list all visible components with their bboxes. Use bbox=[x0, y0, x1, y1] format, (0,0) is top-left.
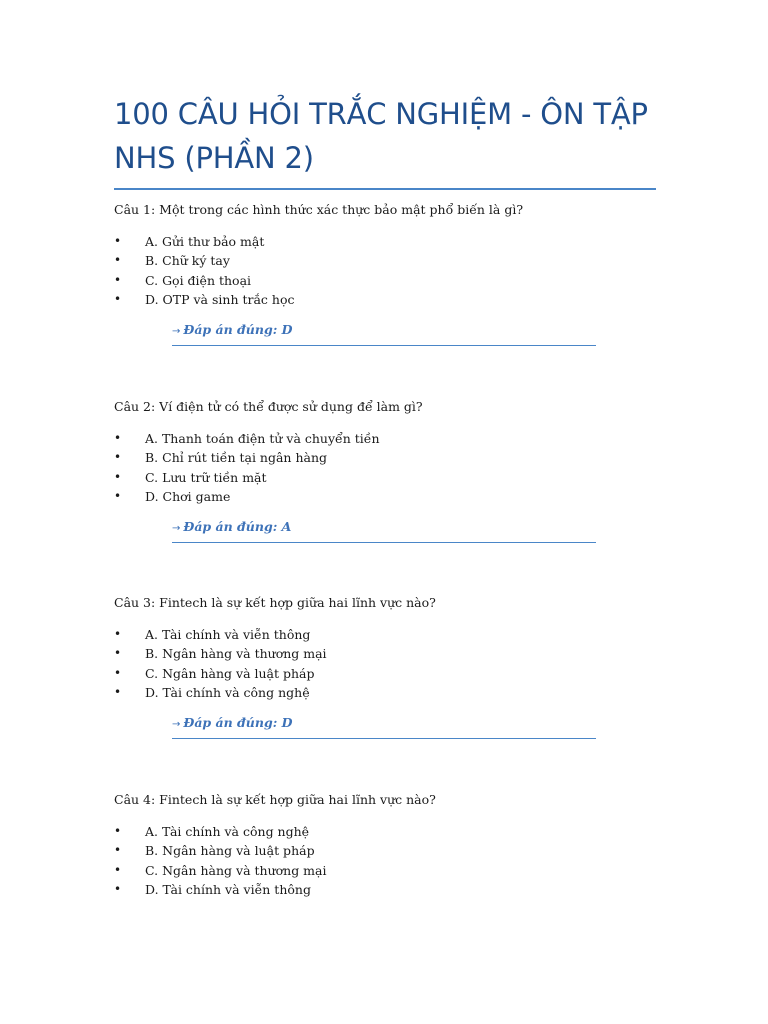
option-a bbox=[114, 625, 674, 644]
question-4 bbox=[114, 792, 674, 900]
bullet-icon: • bbox=[114, 665, 122, 680]
option-label: D. OTP và sinh trắc học bbox=[145, 292, 295, 308]
answer-text: Đáp án đúng: D bbox=[183, 714, 293, 730]
option-b bbox=[114, 251, 674, 270]
answer-line bbox=[172, 322, 596, 346]
bullet-icon: • bbox=[114, 843, 122, 858]
question-3 bbox=[114, 595, 674, 739]
option-b bbox=[114, 841, 674, 860]
option-label: B. Chữ ký tay bbox=[145, 253, 230, 269]
question-1 bbox=[114, 202, 674, 346]
option-a bbox=[114, 232, 674, 251]
options-list bbox=[114, 822, 674, 900]
arrow-icon: → bbox=[172, 325, 181, 337]
options-list bbox=[114, 625, 674, 703]
option-label: B. Ngân hàng và thương mại bbox=[145, 646, 327, 662]
bullet-icon: • bbox=[114, 469, 122, 484]
option-label: B. Chỉ rút tiền tại ngân hàng bbox=[145, 450, 328, 466]
answer-text: Đáp án đúng: A bbox=[183, 518, 292, 534]
bullet-icon: • bbox=[114, 685, 122, 700]
answer-line bbox=[172, 519, 596, 543]
option-d bbox=[114, 290, 674, 309]
bullet-icon: • bbox=[114, 234, 122, 248]
bullet-icon: • bbox=[114, 272, 122, 287]
arrow-icon: → bbox=[172, 522, 181, 534]
question-text: Câu 2: Ví điện tử có thể được sử dụng để làm gì? bbox=[114, 399, 423, 414]
option-d bbox=[114, 880, 674, 899]
option-label: C. Gọi điện thoại bbox=[145, 272, 252, 288]
answer-text: Đáp án đúng: D bbox=[183, 321, 293, 337]
bullet-icon: • bbox=[114, 627, 122, 641]
option-label: A. Tài chính và công nghệ bbox=[145, 824, 310, 839]
arrow-icon: → bbox=[172, 718, 181, 730]
option-label: A. Thanh toán điện tử và chuyển tiền bbox=[145, 431, 380, 446]
title-block bbox=[114, 92, 656, 190]
options-list bbox=[114, 429, 674, 507]
bullet-icon: • bbox=[114, 292, 122, 307]
option-b bbox=[114, 644, 674, 663]
option-label: D. Tài chính và viễn thông bbox=[145, 882, 311, 898]
option-label: A. Tài chính và viễn thông bbox=[145, 627, 311, 642]
question-text: Câu 3: Fintech là sự kết hợp giữa hai lĩnh vực nào? bbox=[114, 595, 436, 610]
option-c bbox=[114, 468, 674, 487]
page-title: 100 CÂU HỎI TRẮC NGHIỆM - ÔN TẬP NHS (PHẦN 2) bbox=[114, 92, 656, 190]
bullet-icon: • bbox=[114, 489, 122, 504]
option-label: A. Gửi thư bảo mật bbox=[145, 234, 265, 249]
option-label: C. Ngân hàng và thương mại bbox=[145, 862, 327, 878]
option-c bbox=[114, 271, 674, 290]
option-a bbox=[114, 822, 674, 841]
bullet-icon: • bbox=[114, 450, 122, 465]
question-text: Câu 4: Fintech là sự kết hợp giữa hai lĩnh vực nào? bbox=[114, 792, 436, 807]
option-a bbox=[114, 429, 674, 448]
option-label: D. Tài chính và công nghệ bbox=[145, 685, 310, 701]
bullet-icon: • bbox=[114, 646, 122, 661]
question-text: Câu 1: Một trong các hình thức xác thực bảo mật phổ biến là gì? bbox=[114, 202, 524, 217]
bullet-icon: • bbox=[114, 431, 122, 445]
bullet-icon: • bbox=[114, 862, 122, 877]
option-label: D. Chơi game bbox=[145, 489, 231, 505]
option-c bbox=[114, 664, 674, 683]
option-label: C. Lưu trữ tiền mặt bbox=[145, 469, 267, 485]
bullet-icon: • bbox=[114, 882, 122, 897]
option-label: C. Ngân hàng và luật pháp bbox=[145, 665, 315, 681]
options-list bbox=[114, 232, 674, 310]
option-c bbox=[114, 861, 674, 880]
answer-line bbox=[172, 715, 596, 739]
option-b bbox=[114, 448, 674, 467]
option-d bbox=[114, 487, 674, 506]
bullet-icon: • bbox=[114, 824, 122, 838]
question-2 bbox=[114, 399, 674, 543]
option-d bbox=[114, 683, 674, 702]
option-label: B. Ngân hàng và luật pháp bbox=[145, 843, 315, 859]
bullet-icon: • bbox=[114, 253, 122, 268]
